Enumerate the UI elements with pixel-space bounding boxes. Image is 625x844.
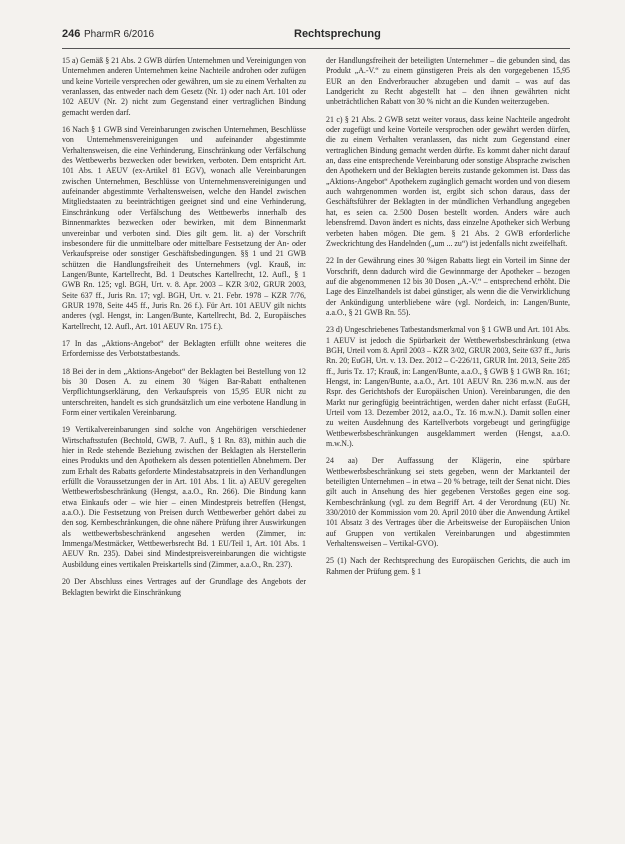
right-column — [326, 56, 570, 584]
paragraph: 22 In der Gewährung eines 30 %igen Rabatts liegt ein Vorteil im Sinne der Vorschrift, denn dadurch wird die Gewinnmarge der Apotheker – bezogen auf die abgenommenen 12 bis 30 Dosen „A.-V.“ – entsprechend erhöht. Die Lage des Einzelhandels ist dabei günstiger, als wenn die die Verwirklichung der Ankündigung unterbliebene wäre (vgl. Nordeich, in: Langen/Bunte, a.a.O., § 21 GWB Rn. 55). — [326, 256, 570, 317]
section-title: Rechtsprechung — [294, 28, 381, 40]
paragraph: 24 aa) Der Auffassung der Klägerin, eine spürbare Wettbewerbsbeschränkung sei stets gegeben, wenn der Marktanteil der beteiligten Unternehmen – in etwa – 20 % betrage, teilt der Senat nicht. Dies gilt auch in Ansehung des hier gegebenen Verstoßes gegen eine sog. Kernbeschränkung (vgl. zu dem Begriff Art. 4 der Verordnung (EU) Nr. 330/2010 der Kommission vom 20. April 2010 über die Anwendung Artikel 101 Absatz 3 des Vertrages über die Arbeitsweise der Europäischen Union auf Gruppen von vertikalen Vereinbarungen und abgestimmten Verhaltensweisen – Vertikal-GVO). — [326, 456, 570, 549]
journal-name: PharmR 6/2016 — [84, 29, 155, 40]
page-number: 246 — [62, 28, 81, 40]
paragraph: 21 c) § 21 Abs. 2 GWB setzt weiter voraus, dass keine Nachteile angedroht oder zugefügt und keine Vorteile versprochen oder gewährt werden dürfen, die zu einem Verhalten veranlassen, das nicht zum Gegenstand einer vertraglichen Bindung gemacht werden dürfte. Es kommt daher nicht darauf an, dass eine entsprechende Vereinbarung oder sonstige Absprache zwischen den Apothekern und der Beklagten bereits zustande gekommen ist. Dass das „Aktions-Angebot“ Apothekern zugänglich gemacht worden und von diesem auch wahrgenommen worden ist, ergibt sich schon daraus, dass der Geschäftsführer der Beklagten in der mündlichen Verhandlung angegeben hat, es seien ca. 2.500 Dosen bestellt worden. Anders wäre auch lebensfremd. Davon ändert es nichts, dass einzelne Apotheker sich Werbung verbeten haben mögen. Die gem. § 21 Abs. 2 GWB erforderliche Zweckrichtung des Handelnden („um ... zu“) ist jedenfalls nicht zweifelhaft. — [326, 114, 570, 248]
paragraph: 16 Nach § 1 GWB sind Vereinbarungen zwischen Unternehmen, Beschlüsse von Unternehmensvereinigungen und aufeinander abgestimmte Verhaltensweisen, die eine Verhinderung, Einschränkung oder Verfälschung des Wettbewerbs bezwecken oder bewirken, verboten. Dem entspricht Art. 101 Abs. 1 AEUV (ex-Artikel 81 EGV), wonach alle Vereinbarungen zwischen Unternehmen, Beschlüsse von Unternehmensvereinigungen und aufeinander abgestimmte Verhaltensweisen, welche den Handel zwischen Mitgliedstaaten zu beeinträchtigen geeignet sind und eine Verhinderung, Einschränkung oder Verfälschung des Wettbewerbs innerhalb des Binnenmarktes bezwecken oder bewirken, mit dem Binnenmarkt unvereinbar und verboten sind. Dies gilt gem. lit. a) der Vorschrift insbesondere für die unmittelbare oder mittelbare Festsetzung der An- oder Verkaufspreise oder sonstiger Geschäftsbedingungen. §§ 1 und 21 GWB schützen die Handlungsfreiheit des Unternehmers (vgl. Krauß, in: Langen/Bunte, Kartellrecht, Bd. 1 Deutsches Kartellrecht, 12. Aufl., § 1 GWB Rn. 125; vgl. BGH, Urt. v. 8. Apr. 2003 – KZR 3/02, GRUR 2003, Seite 637 ff., Juris Rn. 17; vgl. BGH, Urt. v. 21. Febr. 1978 – KZR 7/76, GRUR 1978, Seite 445 ff., Juris Rn. 26 f.). Für Art. 101 AEUV gilt nichts anderes (vgl. Hengst, in: Langen/Bunte, Kartellrecht, Bd. 2, Europäisches Kartellrecht, 12. Aufl., Art. 101 AEUV Rn. 175 f.). — [62, 125, 306, 331]
paragraph: der Handlungsfreiheit der beteiligten Unternehmer – die gebunden sind, das Produkt „A.-V.“ zu einem günstigeren Preis als den vorgegebenen 15,95 EUR an den Endverbraucher abzugeben und damit – was auf das Landgericht zu Recht abgestellt hat – den ihnen gewährten nicht unbeträchtlichen Rabatt von 30 % nicht an die Kunden weiterzugeben. — [326, 56, 570, 107]
paragraph: 23 d) Ungeschriebenes Tatbestandsmerkmal von § 1 GWB und Art. 101 Abs. 1 AEUV ist jedoch die Spürbarkeit der Wettbewerbsbeschränkung (etwa BGH, Urteil vom 8. April 2003 – KZR 3/02, GRUR 2003, Seite 637 ff., Juris Rn. 20; EuGH, Urt. v. 13. Dez. 2012 – C-226/11, GRUR Int. 2013, Seite 285 ff., Juris Tz. 17; Krauß, in: Langen/Bunte, a.a.O., § GWB § 1 GWB Rn. 161; Hengst, in: Langen/Bunte, a.a.O., Art. 101 AEUV Rn. 236 m.w.N. aus der Rspr. des Gerichtshofs der Europäischen Union). Vereinbarungen, die den Markt nur geringfügig beeinträchtigen, werden daher nicht erfasst (EuGH, Urteil vom 13. Dezember 2012, a.a.O., Tz. 16 m.w.N.). Damit sollen einer zu weiten Ausdehnung des Kartellverbots vorgebeugt und geringfügige Wettbewerbsbeschränkungen ausgeklammert werden (Hengst, a.a.O. m.w.N.). — [326, 325, 570, 449]
paragraph: 20 Der Abschluss eines Vertrages auf der Grundlage des Angebots der Beklagten bewirkt die Einschränkung — [62, 577, 306, 597]
left-column — [62, 56, 306, 605]
paragraph: 25 (1) Nach der Rechtsprechung des Europäischen Gerichts, die auch im Rahmen der Prüfung gem. § 1 — [326, 556, 570, 576]
paragraph: 19 Vertikalvereinbarungen sind solche von Angehörigen verschiedener Wirtschaftsstufen (Bechtold, GWB, 7. Aufl., § 1 Rn. 83), mithin auch die hier in Rede stehende Beziehung zwischen der Beklagten als Herstellerin eines Produkts und den Apothekern als dessen potentiellen Abnehmern. Der zum Erhalt des Rabatts geforderte Mindestabsatzpreis in den Verhandlungen erfüllt die Voraussetzungen der in Art. 101 Abs. 1 lit. a) AEUV geregelten Wettbewerbsbeschränkung (Hengst, a.a.O., Rn. 266). Die Bindung kann etwa Einkaufs oder – wie hier – einen Mindestpreis betreffen (Hengst, a.a.O.). Die Festsetzung von Preisen durch Wettbewerber gehört dabei zu den sog. Kernbeschränkungen, die ohne nähere Prüfung ihrer Auswirkungen als wettbewerbsbeschränkend angesehen werden (Zimmer, in: Immenga/Mestmäcker, Wettbewerbsrecht Bd. 1 EU/Teil 1, Art. 101 Abs. 1 AEUV Rn. 235). Dabei sind Mindestpreisvereinbarungen die wichtigste Ausbildung eines vertikalen Preiskartells sind (Zimmer, a.a.O., Rn. 237). — [62, 425, 306, 569]
paragraph: 18 Bei der in dem „Aktions-Angebot“ der Beklagten bei Bestellung von 12 bis 30 Dosen A. zu einem 30 %igen Bar-Rabatt enthaltenen Verpflichtungserklärung, den Verkaufspreis von 15,95 EUR nicht zu unterschreiten, handelt es sich grundsätzlich um eine verbotene Handlung in Form einer vertikalen Vereinbarung. — [62, 366, 306, 417]
header-rule — [62, 48, 570, 49]
page-header — [62, 28, 570, 46]
paragraph: 15 a) Gemäß § 21 Abs. 2 GWB dürfen Unternehmen und Vereinigungen von Unternehmen anderen Unternehmen keine Nachteile androhen oder zufügen und keine Vorteile versprechen oder gewähren, um sie zu einem Verhalten zu veranlassen, das entweder nach dem Gesetz (Nr. 1) oder nach Art. 101 oder 102 AEUV (Nr. 2) nicht zum Gegenstand einer vertraglichen Bindung gemacht werden darf. — [62, 56, 306, 117]
paragraph: 17 In das „Aktions-Angebot“ der Beklagten erfüllt ohne weiteres die Erfordernisse des Verbotstatbestands. — [62, 338, 306, 359]
